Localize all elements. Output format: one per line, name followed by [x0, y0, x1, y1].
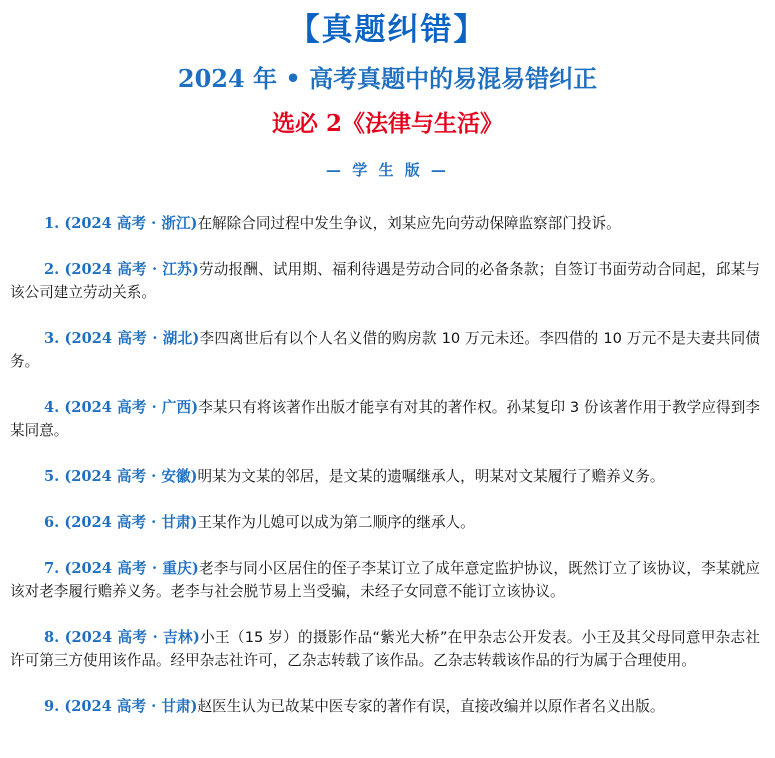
- question-item: [10, 557, 760, 603]
- main-title: 2024 年 • 高考真题中的易混易错纠正: [177, 64, 598, 93]
- question-text: 老李与同小区居住的侄子李某订立了成年意定监护协议，既然订立了该协议，李某就应该对老李履行赡养义务。老李与社会脱节易上当受骗，未经子女同意不能订立该协议。: [10, 560, 760, 600]
- question-text: 赵医生认为已故某中医专家的著作有误，直接改编并以原作者名义出版。: [197, 698, 665, 715]
- question-text: 王某作为儿媳可以成为第二顺序的继承人。: [197, 514, 475, 531]
- question-text: 明某为文某的邻居，是文某的遗嘱继承人，明某对文某履行了赡养义务。: [197, 468, 665, 485]
- question-item: [10, 258, 760, 304]
- question-text: 在解除合同过程中发生争议，刘某应先向劳动保障监察部门投诉。: [197, 215, 621, 232]
- question-source-tag: 8. (2024 高考 · 吉林): [44, 629, 200, 646]
- question-text: 李四离世后有以个人名义借的购房款 10 万元未还。李四借的 10 万元不是夫妻共同债务。: [10, 330, 760, 370]
- question-item: [10, 327, 760, 373]
- edition-label: — 学 生 版 —: [326, 161, 449, 179]
- question-item: [10, 465, 760, 488]
- question-source-tag: 6. (2024 高考 · 甘肃): [44, 514, 198, 531]
- question-source-tag: 9. (2024 高考 · 甘肃): [44, 698, 198, 715]
- question-source-tag: 1. (2024 高考 · 浙江): [44, 215, 198, 232]
- subject-title: 选必 2《法律与生活》: [271, 110, 503, 137]
- question-source-tag: 7. (2024 高考 · 重庆): [44, 560, 199, 577]
- question-text: 李某只有将该著作出版才能享有对其的著作权。孙某复印 3 份该著作用于教学应得到李某同意。: [10, 399, 760, 439]
- question-item: [10, 396, 760, 442]
- question-item: [10, 511, 760, 534]
- question-source-tag: 3. (2024 高考 · 湖北): [44, 330, 200, 347]
- question-item: [10, 626, 760, 672]
- question-text: 劳动报酬、试用期、福利待遇是劳动合同的必备条款；自签订书面劳动合同起，邱某与该公司建立劳动关系。: [10, 261, 760, 301]
- question-text: 小王（15 岁）的摄影作品“紫光大桥”在甲杂志公开发表。小王及其父母同意甲杂志社许可第三方使用该作品。经甲杂志社许可，乙杂志转载了该作品。乙杂志转载该作品的行为属于合理使用。: [10, 629, 760, 669]
- question-source-tag: 5. (2024 高考 · 安徽): [44, 468, 198, 485]
- question-source-tag: 4. (2024 高考 · 广西): [44, 399, 199, 416]
- bracket-title: 【真题纠错】: [288, 12, 487, 48]
- question-item: [10, 212, 760, 235]
- question-item: [10, 695, 760, 718]
- question-source-tag: 2. (2024 高考 · 江苏): [44, 261, 199, 278]
- question-list: [10, 212, 760, 741]
